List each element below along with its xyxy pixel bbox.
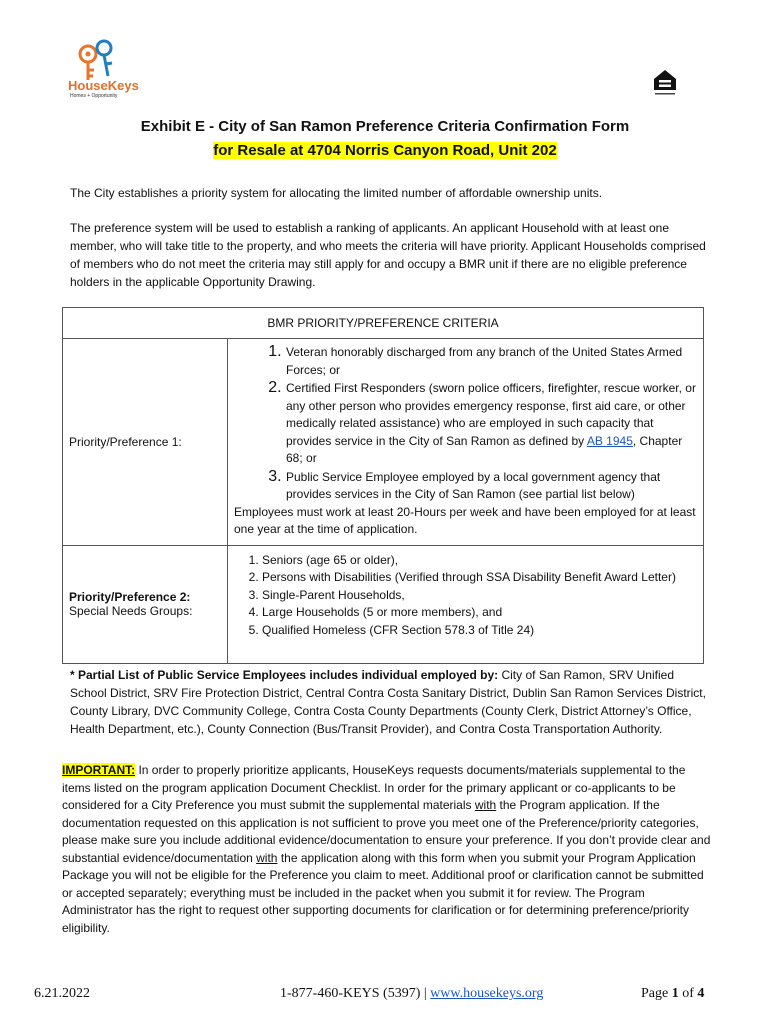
list-item: 2. Certified First Responders (sworn police officers, firefighter, rescue worker, or any other person who provides emergency response, first aid care, or other medically related assistance) who are employed in such capacity that provides service in the City of San Ramon as defined by AB 1945, Chapter 68; or <box>286 379 697 468</box>
employment-note: Employees must work at least 20-Hours per week and have been employed for at least one year at the time of application. <box>234 504 696 536</box>
intro-paragraph-1: The City establishes a priority system for allocating the limited number of affordable ownership units. <box>70 186 603 200</box>
footer-page-number: Page 1 of 4 <box>641 986 705 1001</box>
partial-list-paragraph: * Partial List of Public Service Employees includes individual employed by: City of San Ramon, SRV Unified School District, SRV Fire Protection District, Central Contra Costa Sanitary District, Dublin San Ramon Services District, County Library, DVC Community College, Contra Costa County Departments (County Clerk, District Attorney’s Office, Health Department, etc.), County Connection (Bus/Transit Provider), and Contra Costa Transportation Authority. <box>70 668 706 736</box>
list-item: 1. Veteran honorably discharged from any branch of the United States Armed Forces; or <box>286 343 697 379</box>
partial-list-lead: * Partial List of Public Service Employees includes individual employed by: <box>70 668 499 682</box>
ab-1945-link[interactable]: AB 1945 <box>586 433 633 448</box>
intro-paragraph-2: The preference system will be used to establish a ranking of applicants. An applicant Household with at least one member, who will take title to the property, and who meets the criteria will have priority. Applicant Households comprised of members who do not meet the criteria may still apply for and occupy a BMR unit if there are no eligible preference holders in the applicable Opportunity Drawing. <box>70 221 706 289</box>
criteria-table-header: BMR PRIORITY/PREFERENCE CRITERIA <box>63 308 704 339</box>
list-item: 2. Persons with Disabilities (Verified through SSA Disability Benefit Award Letter) <box>262 569 697 587</box>
logo-tagline: Homes + Opportunity <box>70 93 118 99</box>
priority-2-sublabel: Special Needs Groups: <box>69 604 193 618</box>
priority-2-criteria <box>228 545 704 663</box>
priority-1-label: Priority/Preference 1: <box>63 339 228 546</box>
list-item: 3. Public Service Employee employed by a local government agency that provides services in the City of San Ramon (see partial list below) <box>286 468 697 504</box>
priority-2-label: Priority/Preference 2: Special Needs Groups: <box>63 545 228 663</box>
important-label: IMPORTANT: <box>62 763 136 777</box>
list-item: 3. Single-Parent Households, <box>262 587 697 605</box>
logo-name: HouseKeys <box>68 78 139 93</box>
list-item: 5. Qualified Homeless (CFR Section 578.3 of Title 24) <box>262 622 697 640</box>
page-subtitle: for Resale at 4704 Norris Canyon Road, Unit 202 <box>213 142 557 159</box>
footer-date: 6.21.2022 <box>34 986 90 1001</box>
criteria-table <box>62 307 704 664</box>
list-item: 4. Large Households (5 or more members), and <box>262 604 697 622</box>
important-paragraph: IMPORTANT: In order to properly prioritize applicants, HouseKeys requests documents/materials supplemental to the items listed on the program application Document Checklist. In order for the primary applicant or co-applicants to be considered for a City Preference you must submit the supplemental materials with the Program application. If the documentation requested on this application is not sufficient to prove you meet one of the Preference/priority categories, please make sure you include additional evidence/documentation to ensure your preference. If you don’t provide clear and substantial evidence/documentation with the application along with this form when you submit your Program Application Package you will not be eligible for the Preference you claim to meet. Additional proof or clarification cannot be submitted or accepted separately; everything must be included in the packet when you submit it for review. The Program Administrator has the right to request other supporting documents for clarification or for determining preference/priority eligibility. <box>62 763 711 935</box>
footer-contact: 1-877-460-KEYS (5397) | www.housekeys.org <box>280 986 544 1001</box>
page-title: Exhibit E - City of San Ramon Preference Criteria Confirmation Form <box>140 118 630 135</box>
priority-1-criteria <box>228 339 704 546</box>
list-item: 1. Seniors (age 65 or older), <box>262 552 697 570</box>
housekeys-website-link[interactable]: www.housekeys.org <box>430 986 544 1001</box>
equal-housing-icon <box>652 68 678 98</box>
